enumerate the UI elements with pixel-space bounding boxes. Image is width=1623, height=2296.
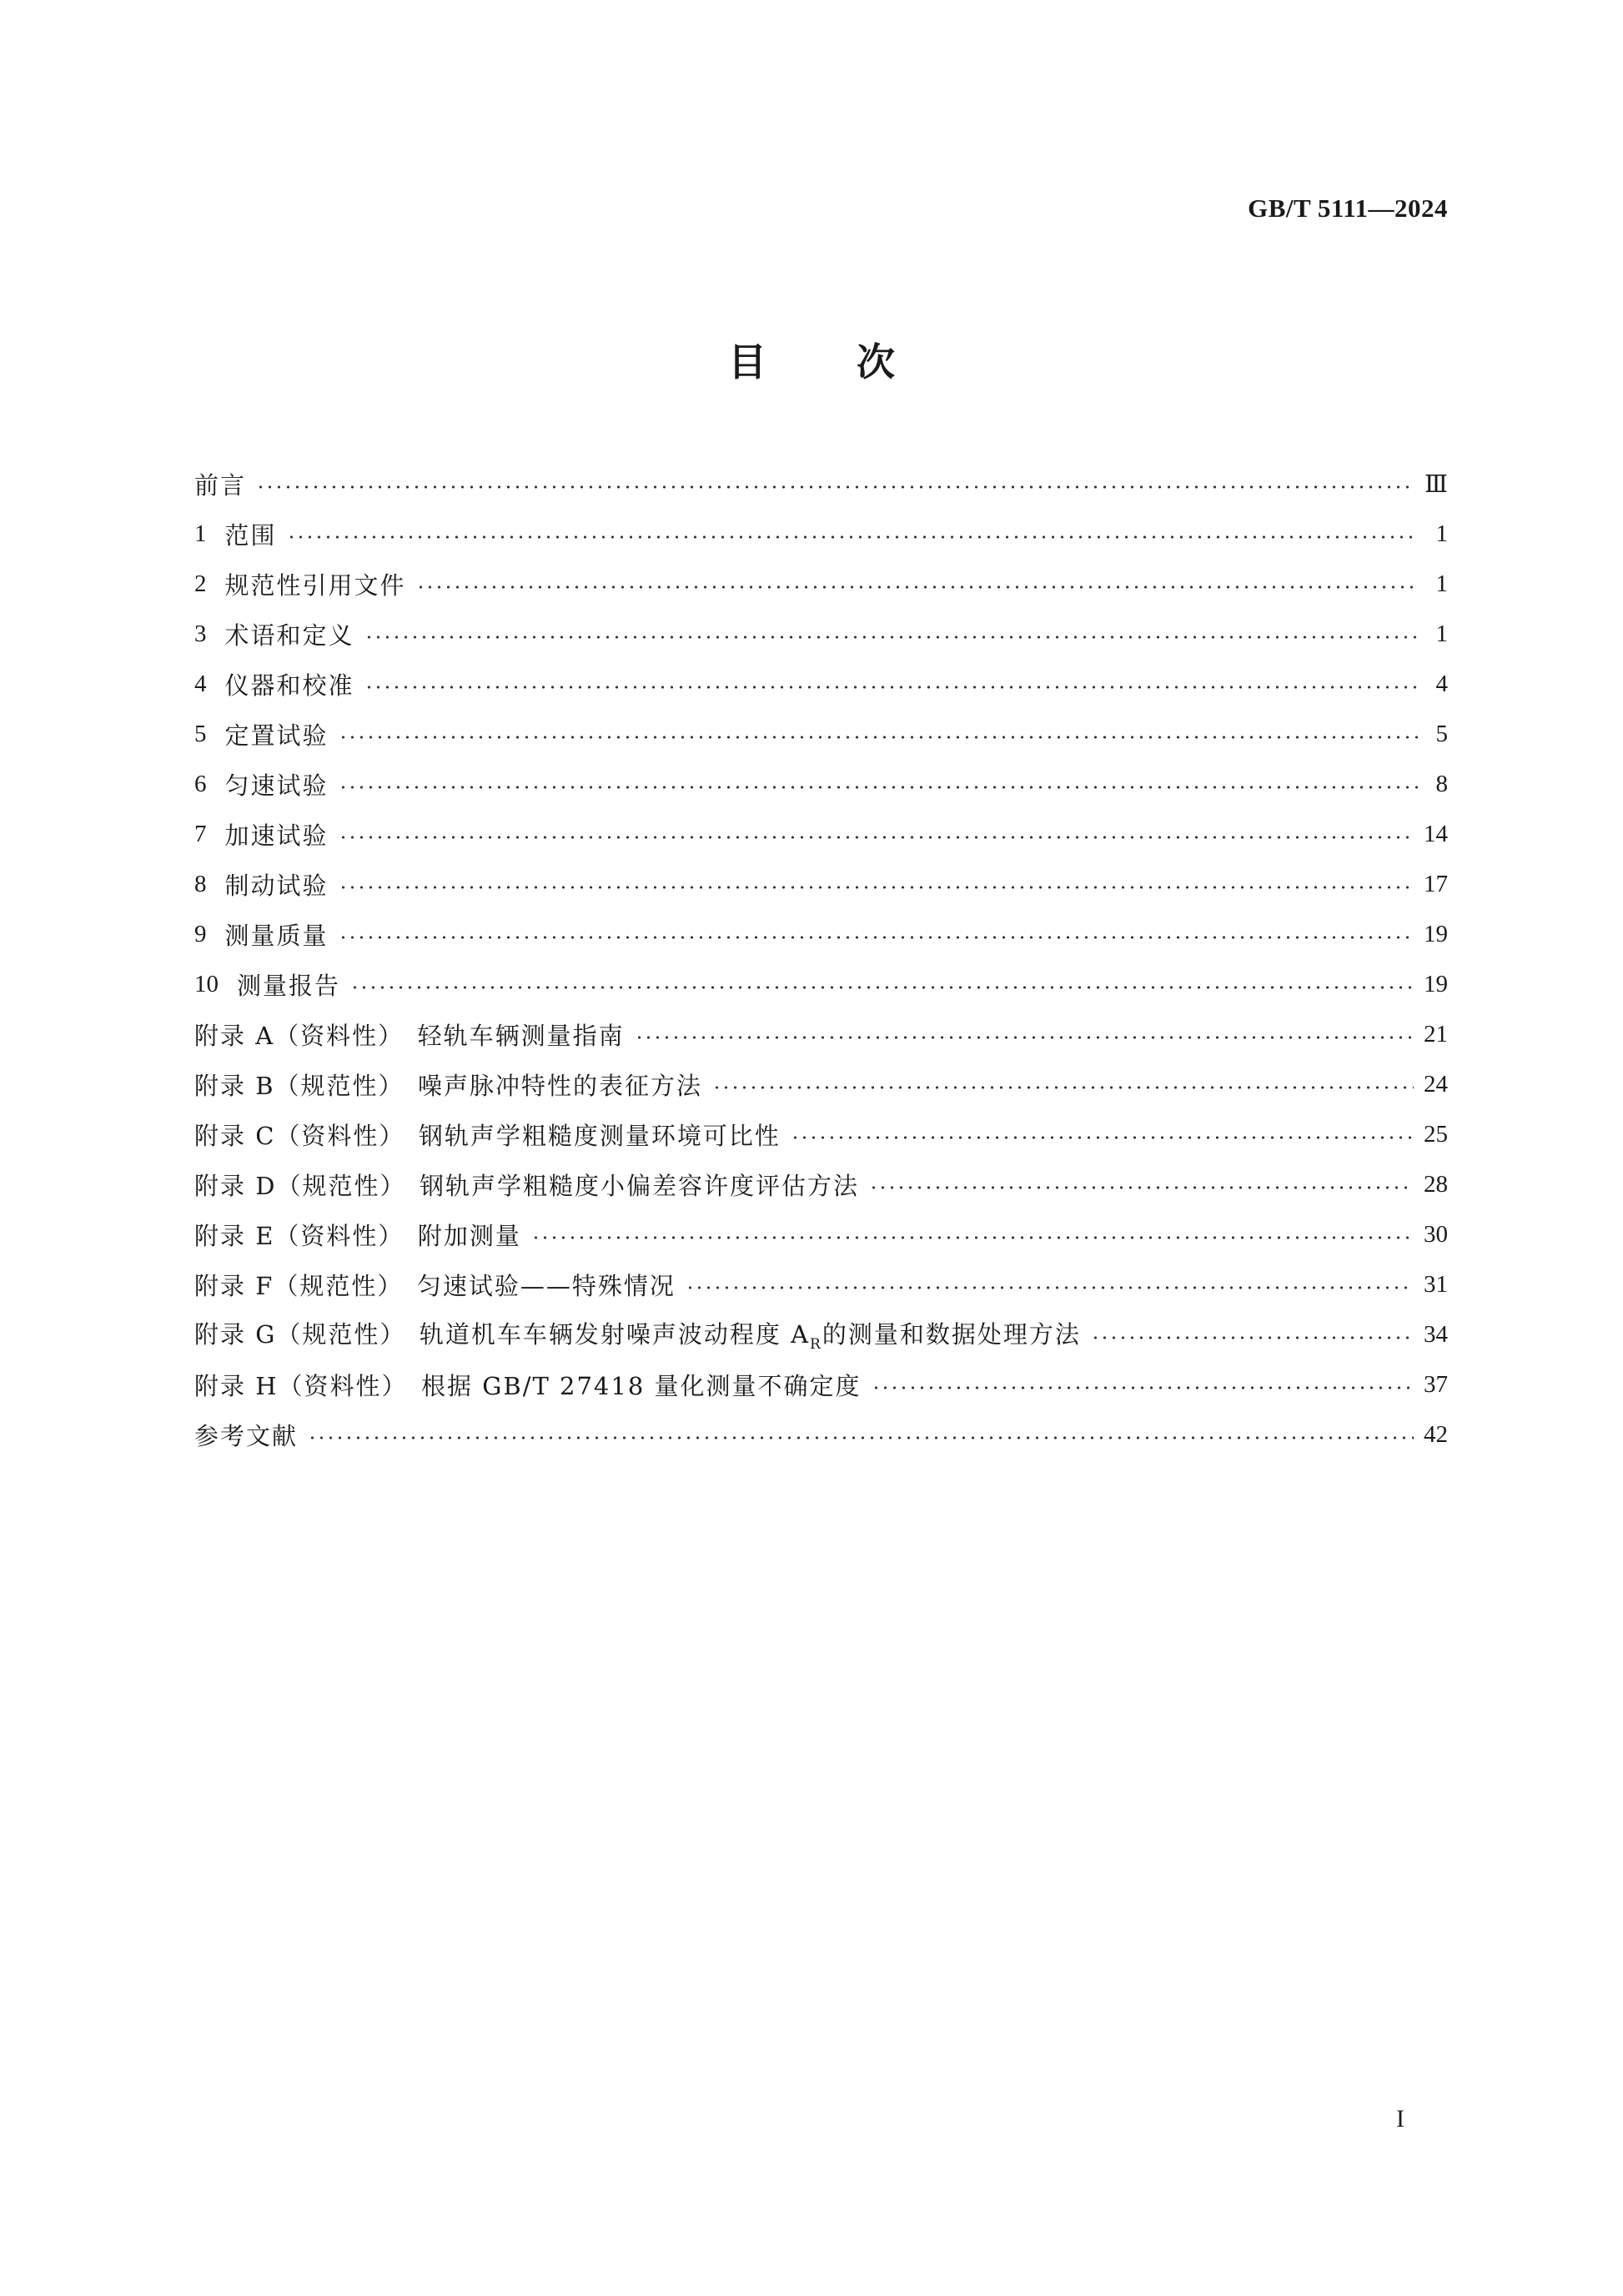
toc-entry-page: 31	[1424, 1270, 1448, 1298]
toc-leader-dots	[712, 1086, 1414, 1089]
toc-entry-title: 附录 F（规范性） 匀速试验——特殊情况	[194, 1271, 676, 1300]
toc-entry[interactable]	[194, 859, 1448, 909]
toc-entry-title: 附录 H（资料性） 根据 GB/T 27418 量化测量不确定度	[194, 1371, 862, 1400]
toc-entry-title: 附录 B（规范性） 噪声脉冲特性的表征方法	[194, 1071, 703, 1100]
toc-entry-number: 10	[194, 970, 219, 997]
toc-entry-title: 测量报告	[237, 971, 341, 1000]
toc-entry-title: 范围	[224, 520, 277, 550]
toc-leader-dots	[364, 686, 1418, 689]
toc-entry-page: 42	[1424, 1420, 1448, 1448]
toc-entry-title: 制动试验	[224, 871, 329, 900]
page-number: I	[1396, 2105, 1404, 2133]
toc-entry-page: 19	[1424, 970, 1448, 997]
toc-entry-title: 匀速试验	[224, 771, 329, 800]
toc-entry-number: 4	[194, 670, 207, 697]
toc-entry-page: 8	[1435, 770, 1448, 797]
toc-entry[interactable]	[194, 1159, 1448, 1209]
toc-leader-dots	[531, 1236, 1414, 1239]
toc-leader-dots	[287, 535, 1418, 539]
toc-leader-dots	[416, 585, 1418, 589]
toc-entry[interactable]	[194, 959, 1448, 1009]
toc-entry-number: 9	[194, 920, 207, 947]
toc-entry[interactable]	[194, 459, 1448, 509]
toc-entry-title-text-after: 的测量和数据处理方法	[822, 1320, 1081, 1349]
toc-leader-dots	[308, 1436, 1414, 1439]
toc-entry-page: 28	[1424, 1170, 1448, 1198]
toc-entry-number: 1	[194, 520, 207, 547]
toc-entry-title-subscript: R	[810, 1335, 822, 1353]
toc-entry-page: 30	[1424, 1220, 1448, 1248]
toc-entry-number: 6	[194, 770, 207, 797]
toc-entry[interactable]	[194, 1009, 1448, 1059]
toc-entry[interactable]	[194, 609, 1448, 659]
toc-leader-dots	[350, 986, 1414, 989]
toc-leader-dots	[635, 1036, 1414, 1039]
toc-entry-title: 加速试验	[224, 821, 329, 850]
toc-entry-page: Ⅲ	[1425, 470, 1448, 498]
toc-entry-number: 5	[194, 720, 207, 747]
toc-leader-dots	[339, 836, 1414, 839]
toc-leader-dots	[869, 1186, 1414, 1189]
toc-entry[interactable]	[194, 509, 1448, 559]
toc-entry-title: 规范性引用文件	[224, 570, 406, 600]
toc-entry-number: 2	[194, 570, 207, 597]
toc-entry-page: 1	[1435, 570, 1448, 597]
toc-entry-title: 测量质量	[224, 921, 329, 950]
toc-entry-title	[194, 1316, 1081, 1353]
page-title: 目次	[728, 339, 985, 384]
toc-entry-page: 14	[1424, 820, 1448, 847]
toc-entry-number: 8	[194, 870, 207, 897]
toc-entry-page: 34	[1424, 1320, 1448, 1348]
toc-entry-page: 4	[1435, 670, 1448, 697]
toc-entry-title: 附录 D（规范性） 钢轨声学粗糙度小偏差容许度评估方法	[194, 1171, 859, 1200]
toc-entry[interactable]	[194, 1409, 1448, 1459]
toc-entry-title: 前言	[194, 470, 247, 500]
toc-entry-page: 21	[1424, 1020, 1448, 1048]
standard-code: GB/T 5111—2024	[1248, 193, 1448, 223]
toc-leader-dots	[256, 485, 1414, 489]
toc-entry-page: 1	[1435, 620, 1448, 647]
toc-entry-page: 5	[1435, 720, 1448, 747]
toc-leader-dots	[791, 1136, 1414, 1139]
toc-entry[interactable]	[194, 1209, 1448, 1259]
toc-entry-page: 24	[1424, 1070, 1448, 1098]
toc-entry[interactable]	[194, 1109, 1448, 1159]
toc-leader-dots	[339, 886, 1414, 889]
toc-entry[interactable]	[194, 1309, 1448, 1359]
toc-leader-dots	[686, 1286, 1414, 1289]
toc-entry-title: 附录 E（资料性） 附加测量	[194, 1221, 521, 1250]
toc-entry-title: 参考文献	[194, 1421, 299, 1450]
toc-entry-number: 3	[194, 620, 207, 647]
toc-entry[interactable]	[194, 759, 1448, 809]
toc-entry-title: 仪器和校准	[224, 671, 354, 700]
toc-entry[interactable]	[194, 559, 1448, 609]
toc-entry-title: 附录 A（资料性） 轻轨车辆测量指南	[194, 1021, 625, 1050]
toc-entry-title: 术语和定义	[224, 620, 354, 650]
toc-entry-page: 19	[1424, 920, 1448, 947]
toc-leader-dots	[1091, 1336, 1414, 1339]
toc-entry-number: 7	[194, 820, 207, 847]
toc-entry-page: 25	[1424, 1120, 1448, 1148]
table-of-contents	[194, 459, 1448, 1459]
toc-leader-dots	[339, 736, 1418, 739]
toc-leader-dots	[339, 936, 1414, 939]
toc-entry[interactable]	[194, 659, 1448, 709]
toc-leader-dots	[364, 636, 1418, 639]
toc-entry-title-text: 附录 G（规范性） 轨道机车车辆发射噪声波动程度 A	[194, 1320, 811, 1349]
toc-entry[interactable]	[194, 1059, 1448, 1109]
toc-entry-title: 附录 C（资料性） 钢轨声学粗糙度测量环境可比性	[194, 1121, 781, 1150]
toc-entry[interactable]	[194, 1259, 1448, 1309]
toc-leader-dots	[872, 1386, 1414, 1389]
toc-entry-page: 17	[1424, 870, 1448, 897]
toc-entry[interactable]	[194, 909, 1448, 959]
toc-entry[interactable]	[194, 809, 1448, 859]
toc-entry[interactable]	[194, 1359, 1448, 1409]
toc-entry-page: 37	[1424, 1370, 1448, 1398]
toc-entry-title: 定置试验	[224, 721, 329, 750]
toc-leader-dots	[339, 786, 1418, 789]
toc-entry[interactable]	[194, 709, 1448, 759]
toc-entry-page: 1	[1435, 520, 1448, 547]
